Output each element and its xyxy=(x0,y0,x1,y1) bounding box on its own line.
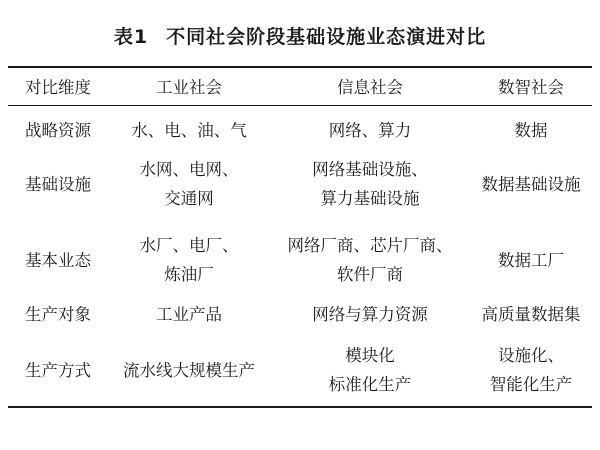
cell-industrial: 水网、电网、 交通网 xyxy=(139,160,239,208)
table-header-rule xyxy=(8,105,592,106)
header-industrial: 工业社会 xyxy=(156,77,222,97)
row-dimension: 生产对象 xyxy=(25,304,91,324)
table-header-row xyxy=(8,70,592,104)
cell-information: 网络、算力 xyxy=(328,120,412,140)
cell-digital: 高质量数据集 xyxy=(481,304,581,324)
cell-industrial: 流水线大规模生产 xyxy=(123,360,255,380)
table-number: 表1 xyxy=(113,26,149,48)
row-dimension: 基本业态 xyxy=(25,250,91,270)
table-row xyxy=(8,226,592,294)
cell-industrial: 水、电、油、气 xyxy=(131,120,247,140)
table-row xyxy=(8,150,592,218)
table-caption xyxy=(0,22,600,49)
table-row xyxy=(8,296,592,332)
row-dimension: 战略资源 xyxy=(25,120,91,140)
cell-information: 网络基础设施、 算力基础设施 xyxy=(312,160,428,208)
cell-digital: 数据基础设施 xyxy=(481,174,581,194)
cell-digital: 数据 xyxy=(514,120,548,140)
table-top-rule xyxy=(8,66,592,68)
header-information: 信息社会 xyxy=(337,77,403,97)
cell-information: 网络与算力资源 xyxy=(312,304,428,324)
cell-digital: 设施化、 智能化生产 xyxy=(489,346,573,394)
cell-industrial: 水厂、电厂、 炼油厂 xyxy=(139,236,239,284)
cell-industrial: 工业产品 xyxy=(156,304,222,324)
row-dimension: 生产方式 xyxy=(25,360,91,380)
table-row xyxy=(8,110,592,150)
table-row xyxy=(8,336,592,404)
table-title: 不同社会阶段基础设施业态演进对比 xyxy=(166,26,487,48)
cell-digital: 数据工厂 xyxy=(498,250,564,270)
cell-information: 网络厂商、芯片厂商、 软件厂商 xyxy=(287,236,453,284)
table-bottom-rule xyxy=(8,406,592,408)
header-dimension: 对比维度 xyxy=(25,77,91,97)
row-dimension: 基础设施 xyxy=(25,174,91,194)
cell-information: 模块化 标准化生产 xyxy=(328,346,412,394)
header-digital: 数智社会 xyxy=(498,77,564,97)
